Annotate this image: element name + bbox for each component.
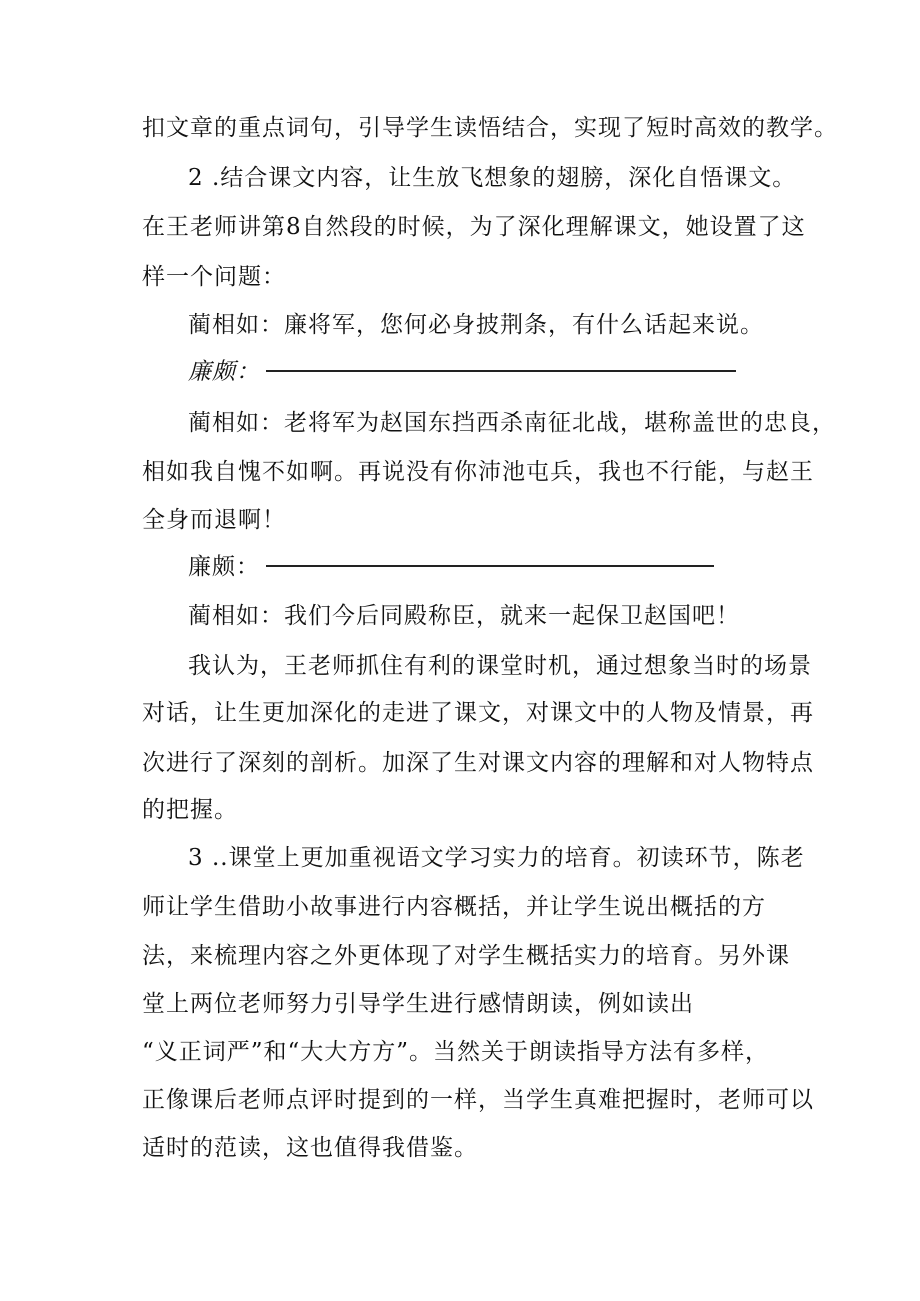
text-line: 样一个问题： (142, 264, 286, 290)
blank-dash-line (266, 370, 736, 372)
blank-dash-line (266, 565, 714, 567)
text-line: 师让学生借助小故事进行内容概括，并让学生说出概括的方 (142, 894, 766, 920)
text-line: 2 .结合课文内容，让生放飞想象的翅膀，深化自悟课文。 (188, 165, 797, 191)
speaker-label: 廉颇： (188, 554, 260, 580)
text-line: 堂上两位老师努力引导学生进行感情朗读，例如读出 (142, 991, 694, 1017)
text-line: 法，来梳理内容之外更体现了对学生概括实力的培育。另外课 (142, 943, 790, 969)
text-line: 在王老师讲第8自然段的时候，为了深化理解课文，她设置了这 (142, 214, 806, 240)
text-line: 全身而退啊！ (142, 507, 286, 533)
dialogue-blank-line (188, 356, 736, 388)
text-line: 次进行了深刻的剖析。加深了生对课文内容的理解和对人物特点 (142, 750, 814, 776)
text-line: 蔺相如：廉将军，您何必身披荆条，有什么话起来说。 (188, 312, 764, 338)
text-line: 蔺相如：我们今后同殿称臣，就来一起保卫赵国吧！ (188, 603, 740, 629)
text-line: 适时的范读，这也值得我借鉴。 (142, 1135, 478, 1161)
text-line: 蔺相如：老将军为赵国东挡西杀南征北战，堪称盖世的忠良， (188, 410, 836, 436)
text-line: 相如我自愧不如啊。再说没有你沛池屯兵，我也不行能，与赵王 (142, 459, 814, 485)
text-line: 的把握。 (142, 797, 238, 823)
text-line: 正像课后老师点评时提到的一样，当学生真难把握时，老师可以 (142, 1087, 814, 1113)
speaker-label: 廉颇： (188, 359, 260, 385)
text-line: 扣文章的重点词句，引导学生读悟结合，实现了短时高效的教学。 (142, 115, 838, 141)
text-line: “义正词严”和“大大方方”。当然关于朗读指导方法有多样， (142, 1039, 770, 1065)
text-line: 对话，让生更加深化的走进了课文，对课文中的人物及情景，再 (142, 700, 814, 726)
dialogue-blank-line (188, 551, 714, 583)
text-line: 3 ..课堂上更加重视语文学习实力的培育。初读环节，陈老 (188, 845, 805, 871)
text-line: 我认为，王老师抓住有利的课堂时机，通过想象当时的场景 (188, 653, 812, 679)
